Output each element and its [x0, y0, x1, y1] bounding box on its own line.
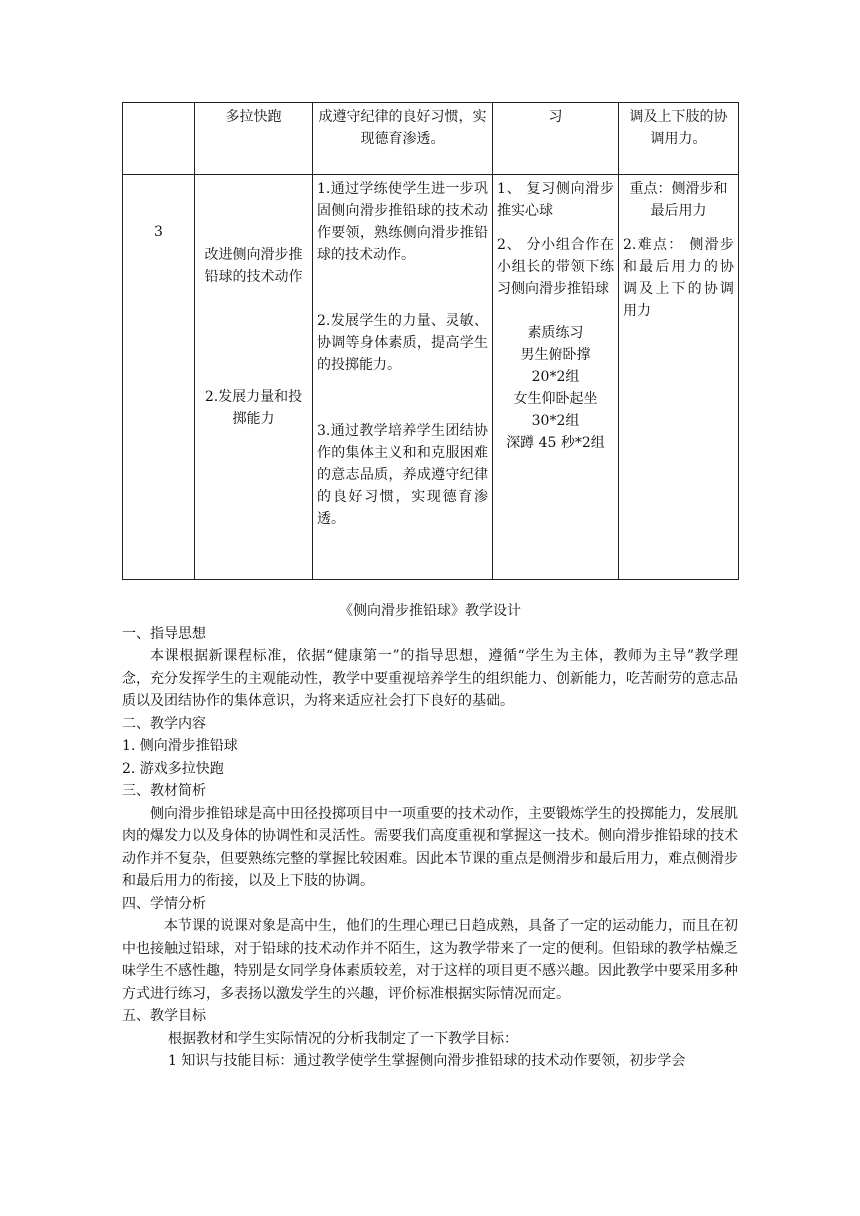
practice-2: 2、 分小组合作在小组长的带领下练习侧向滑步推铅球 — [497, 237, 614, 297]
goal-1: 1.通过学练使学生进一步巩固侧向滑步推铅球的技术动作要领，熟练侧向滑步推铅球的技术动作。 — [317, 181, 488, 263]
objective-1: 改进侧向滑步推铅球的技术动作 — [204, 247, 303, 285]
practice-line: 30*2组 — [531, 413, 580, 429]
list-item: 1. 侧向滑步推铅球 — [122, 738, 238, 754]
table-cell: 调及上下肢的协调用力。 — [619, 103, 739, 175]
practice-line: 男生俯卧撑 — [520, 347, 591, 363]
practice-line: 20*2组 — [531, 369, 580, 385]
table-cell: 成遵守纪律的良好习惯，实现德育渗透。 — [313, 103, 493, 175]
key-point: 重点：侧滑步和最后用力 — [629, 181, 728, 219]
section-heading: 一、指导思想 — [122, 625, 206, 642]
list-item: 2. 游戏多拉快跑 — [122, 760, 224, 777]
table-cell — [195, 175, 313, 580]
practice-3 — [497, 322, 614, 454]
difficult-point: 2.难点： 侧滑步和最后用力的协调及上下的协调用力 — [623, 237, 734, 319]
table-cell — [493, 175, 619, 580]
paragraph: 本节课的说课对象是高中生，他们的生理心理已日趋成熟，具备了一定的运动能力，而且在初中也接触过铅球，对于铅球的技术动作并不陌生，这为教学带来了一定的便利。但铅球的教学枯燥乏味学生不感性趣，特别是女同学身体素质较差，对于这样的项目更不感兴趣。因此教学中要采用多种方式进行练习，多表扬以激发学生的兴趣，评价标准根据实际情况而定。 — [122, 918, 738, 1002]
practice-line: 深蹲 45 秒*2组 — [506, 435, 605, 451]
paragraph: 1 知识与技能目标：通过教学使学生掌握侧向滑步推铅球的技术动作要领，初步学会 — [168, 1053, 686, 1069]
table-cell — [123, 103, 195, 175]
goal-3: 3.通过教学培养学生团结协作的集体主义和和克服困难的意志品质，养成遵守纪律的良好习惯，实现德育渗透。 — [317, 423, 488, 527]
section-heading: 四、学情分析 — [122, 895, 206, 912]
table-cell: 3 — [123, 175, 195, 580]
practice-line: 素质练习 — [527, 325, 584, 341]
section-heading: 五、教学目标 — [122, 1008, 206, 1024]
paragraph: 根据教材和学生实际情况的分析我制定了一下教学目标： — [168, 1030, 518, 1047]
table-cell — [619, 175, 739, 580]
section-heading: 三、教材简析 — [122, 783, 206, 799]
table-cell — [313, 175, 493, 580]
practice-1: 1、 复习侧向滑步推实心球 — [497, 181, 614, 219]
table-row — [123, 175, 739, 580]
practice-line: 女生仰卧起坐 — [513, 391, 598, 407]
objective-2: 2.发展力量和投掷能力 — [204, 389, 303, 427]
lesson-document — [122, 600, 738, 1073]
section-heading: 二、教学内容 — [122, 715, 206, 732]
paragraph: 侧向滑步推铅球是高中田径投掷项目中一项重要的技术动作，主要锻炼学生的投掷能力，发展肌肉的爆发力以及身体的协调性和灵活性。需要我们高度重视和掌握这一技术。侧向滑步推铅球的技术动作并不复杂，但要熟练完整的掌握比较困难。因此本节课的重点是侧滑步和最后用力，难点侧滑步和最后用力的衔接，以及上下肢的协调。 — [122, 805, 738, 889]
table-cell: 多拉快跑 — [195, 103, 313, 175]
doc-title: 《侧向滑步推铅球》教学设计 — [339, 603, 521, 619]
table-row — [123, 103, 739, 175]
lesson-table — [122, 102, 739, 580]
paragraph: 本课根据新课程标准，依据“健康第一”的指导思想，遵循“学生为主体，教师为主导”教学理念，充分发挥学生的主观能动性，教学中要重视培养学生的组织能力、创新能力，吃苦耐劳的意志品质以及团结协作的集体意识，为将来适应社会打下良好的基础。 — [122, 648, 738, 709]
table-cell: 习 — [493, 103, 619, 175]
goal-2: 2.发展学生的力量、灵敏、协调等身体素质，提高学生的投掷能力。 — [317, 313, 488, 373]
